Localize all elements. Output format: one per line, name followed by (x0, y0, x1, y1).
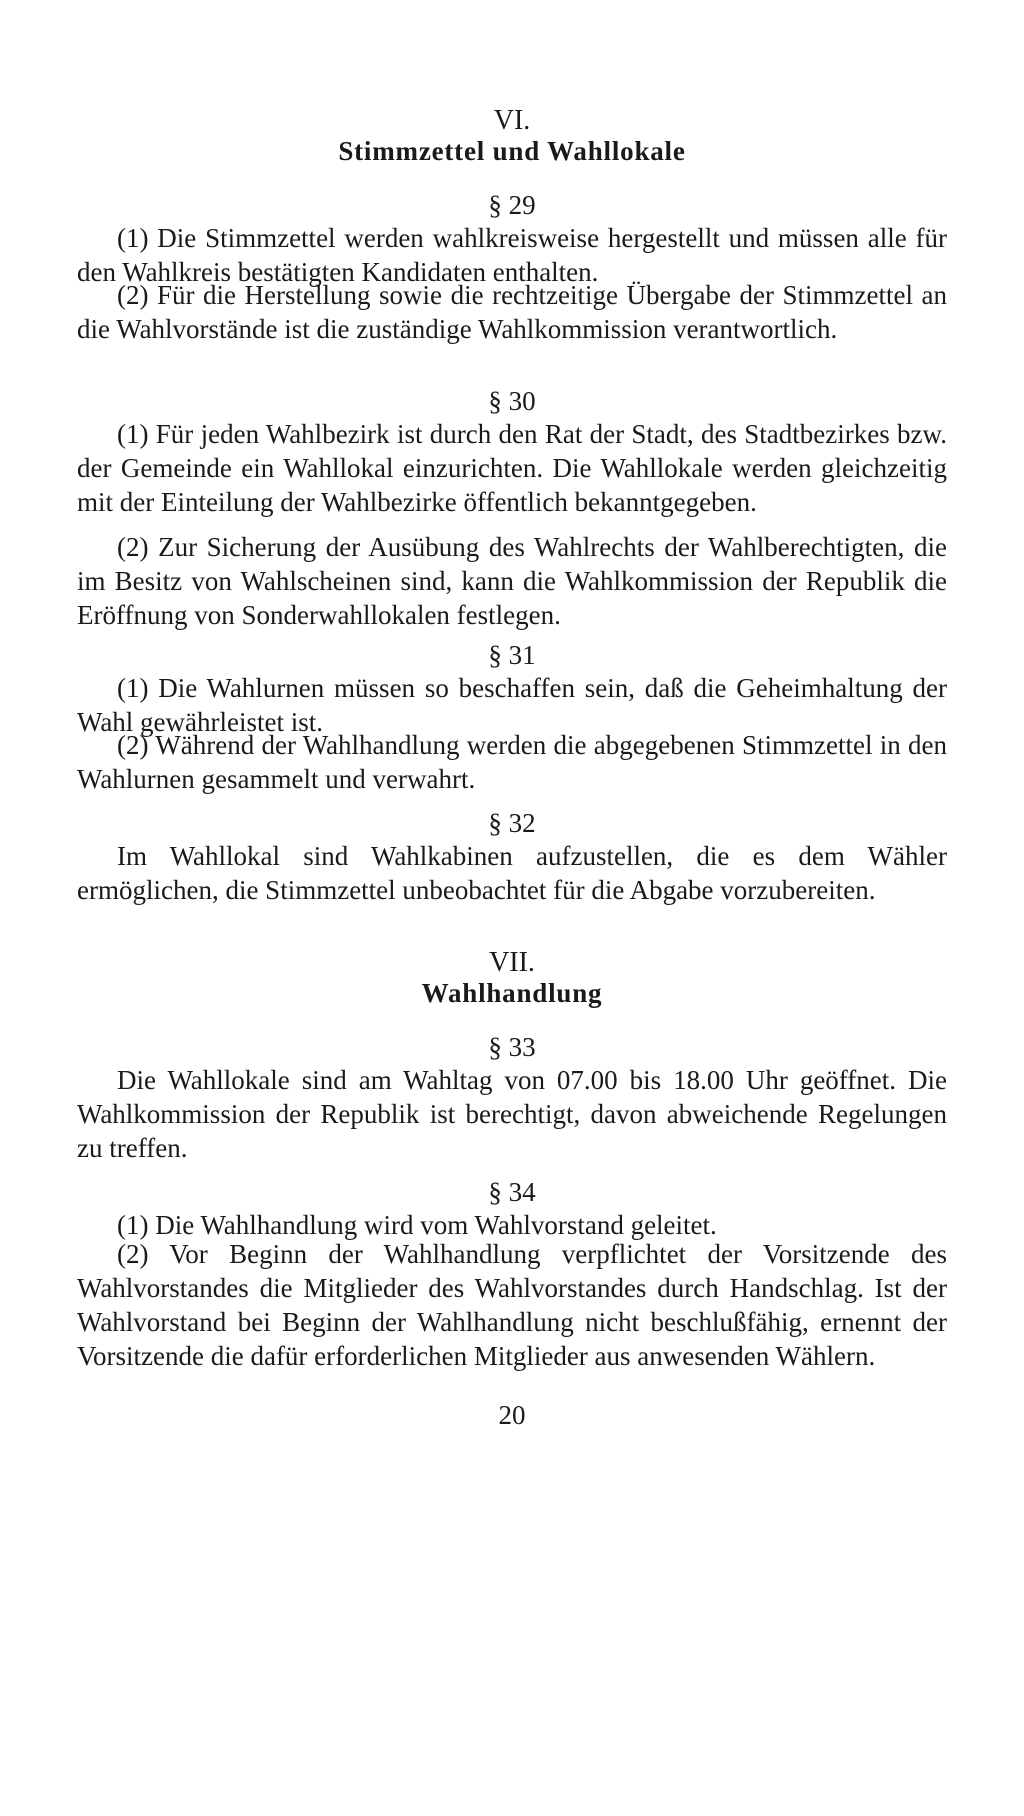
paragraph-text: (1) Die Wahlhandlung wird vom Wahlvorstand geleitet. (117, 1210, 717, 1240)
paragraph-sign: § 31 (488, 640, 536, 670)
chapter-number: VI. (493, 105, 531, 136)
paragraph-text: (2) Während der Wahlhandlung werden die abgegebenen Stimmzettel in den Wahlurnen gesammelt und verwahrt. (77, 730, 947, 794)
chapter-title: Wahlhandlung (421, 978, 603, 1008)
paragraph-sign: § 32 (488, 808, 536, 838)
chapter-number: VII. (489, 947, 535, 978)
paragraph-text: (2) Zur Sicherung der Ausübung des Wahlrechts der Wahlberechtigten, die im Besitz von Wahlscheinen sind, kann die Wahlkommission der Republik die Eröffnung von Sonderwahllokalen festlegen. (77, 532, 947, 630)
paragraph-text: Im Wahllokal sind Wahlkabinen aufzustellen, die es dem Wähler ermöglichen, die Stimmzettel unbeobachtet für die Abgabe vorzubereiten. (77, 841, 947, 905)
paragraph-text: (1) Für jeden Wahlbezirk ist durch den Rat der Stadt, des Stadtbezirkes bzw. der Gemeinde ein Wahllokal einzurichten. Die Wahllokale werden gleichzeitig mit der Einteilung der Wahlbezirke öffentlich bekanntgegeben. (77, 419, 947, 517)
paragraph-sign: § 30 (488, 386, 536, 416)
paragraph-sign: § 29 (488, 190, 536, 220)
paragraph-text: (1) Die Stimmzettel werden wahlkreisweise hergestellt und müssen alle für den Wahlkreis bestätigten Kandidaten enthalten. (77, 223, 947, 287)
page-number: 20 (498, 1400, 526, 1430)
paragraph-sign: § 34 (488, 1177, 536, 1207)
paragraph-text: (2) Für die Herstellung sowie die rechtzeitige Übergabe der Stimmzettel an die Wahlvorstände ist die zuständige Wahlkommission verantwortlich. (77, 280, 947, 344)
chapter-title: Stimmzettel und Wahllokale (338, 136, 686, 166)
document-page (77, 0, 947, 1816)
paragraph-text: (2) Vor Beginn der Wahlhandlung verpflichtet der Vorsitzende des Wahlvorstandes die Mitglieder des Wahlvorstandes durch Handschlag. Ist der Wahlvorstand bei Beginn der Wahlhandlung nicht beschlußfähig, ernennt der Vorsitzende die dafür erforderlichen Mitglieder aus anwesenden Wählern. (77, 1239, 947, 1371)
paragraph-text: Die Wahllokale sind am Wahltag von 07.00 bis 18.00 Uhr geöffnet. Die Wahlkommission der Republik ist berechtigt, davon abweichende Regelungen zu treffen. (77, 1065, 947, 1163)
paragraph-text: (1) Die Wahlurnen müssen so beschaffen sein, daß die Geheimhaltung der Wahl gewährleistet ist. (77, 673, 947, 737)
paragraph-sign: § 33 (488, 1032, 536, 1062)
